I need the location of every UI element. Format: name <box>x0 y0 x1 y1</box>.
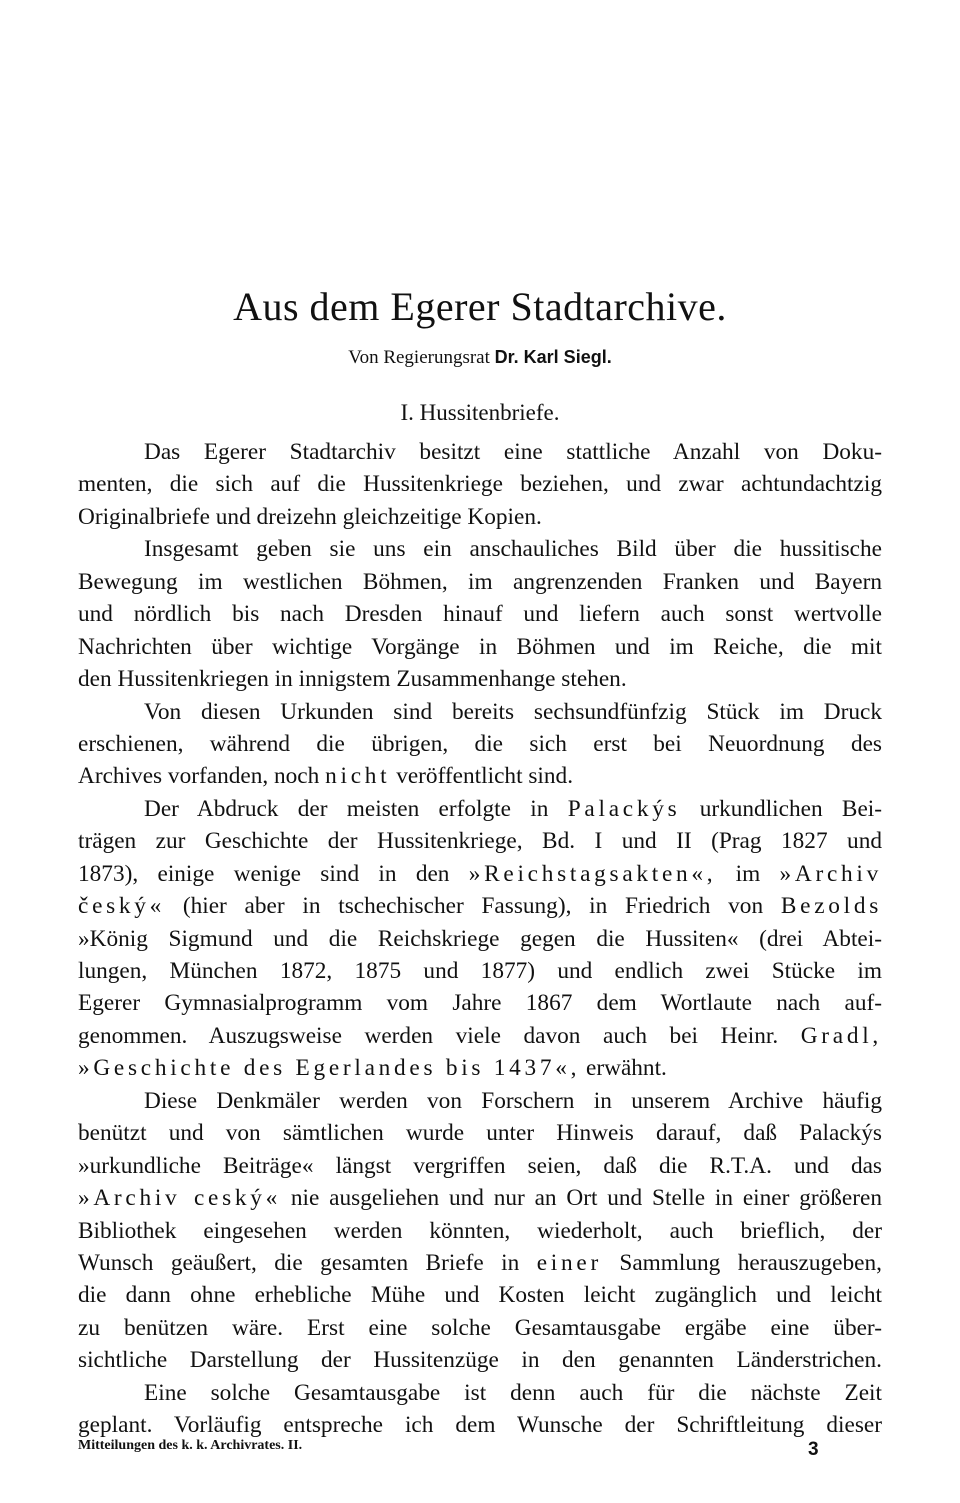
text-fragment: erwähnt. <box>586 1055 667 1082</box>
text-line: sichtliche Darstellung der Hussitenzüge in den genannten Länderstrichen. <box>78 1347 882 1374</box>
text-fragment: (hier aber in tschechischer Fassung), in Friedrich von <box>182 893 764 920</box>
text-line <box>78 1247 882 1279</box>
text-line <box>78 890 882 922</box>
spaced-name: Palackýs <box>567 795 681 822</box>
text-line <box>78 793 882 825</box>
text-fragment: Archives vorfanden, noch <box>78 763 320 790</box>
spaced-title: »Archiv ceský« <box>78 1185 282 1212</box>
text-line: und nördlich bis nach Dresden hinauf und liefern auch sonst wertvolle <box>78 601 882 628</box>
text-line: geplant. Vorläufig entspreche ich dem Wunsche der Schriftleitung dieser <box>78 1412 882 1439</box>
spaced-name: Bezolds <box>780 893 883 920</box>
spaced-name: Gradl, <box>800 1022 882 1049</box>
text-line: trägen zur Geschichte der Hussitenkriege, Bd. I und II (Prag 1827 und <box>78 828 882 855</box>
text-line <box>78 1182 882 1214</box>
text-fragment: Wunsch geäußert, die gesamten Briefe in <box>78 1249 520 1276</box>
text-fragment: nie ausgeliehen und nur an Ort und Stelle in einer größeren <box>290 1185 882 1212</box>
text-line: Diese Denkmäler werden von Forschern in unserem Archive häufig <box>144 1087 882 1114</box>
text-fragment: 1873), einige wenige sind in den <box>78 860 450 887</box>
spaced-title: »Archiv <box>779 860 882 887</box>
text-line <box>78 1052 882 1084</box>
spaced-word: einer <box>536 1249 602 1276</box>
text-line: »König Sigmund und die Reichskriege gegen die Hussiten« (drei Abtei- <box>78 925 882 952</box>
text-line: Bibliothek eingesehen werden könnten, wiederholt, auch brieflich, der <box>78 1217 882 1244</box>
text-line <box>78 760 882 792</box>
spaced-title: »Geschichte des Egerlandes bis 1437«, <box>78 1055 581 1082</box>
author-byline <box>0 344 960 371</box>
text-line: Bewegung im westlichen Böhmen, im angrenzenden Franken und Bayern <box>78 568 882 595</box>
text-line: zu benützen wäre. Erst eine solche Gesamtausgabe ergäbe eine über- <box>78 1314 882 1341</box>
text-line: erschienen, während die übrigen, die sich erst bei Neuordnung des <box>78 730 882 757</box>
text-fragment: veröffentlicht sind. <box>396 763 574 790</box>
spaced-word: nicht <box>325 763 391 790</box>
text-line <box>78 1020 882 1052</box>
page-number: 3 <box>808 1439 819 1460</box>
text-fragment: Sammlung herauszugeben, <box>619 1249 882 1276</box>
text-line: lungen, München 1872, 1875 und 1877) und endlich zwei Stücke im <box>78 958 882 984</box>
body-text <box>78 436 882 1442</box>
text-line: Von diesen Urkunden sind bereits sechsundfünfzig Stück im Druck <box>144 698 882 725</box>
journal-footer: Mitteilungen des k. k. Archivrates. II. <box>78 1438 303 1453</box>
spaced-title: český« <box>78 893 166 920</box>
text-line: Nachrichten über wichtige Vorgänge in Böhmen und im Reiche, die mit <box>78 633 882 660</box>
section-heading: I. Hussitenbriefe. <box>400 400 560 425</box>
text-fragment: im <box>735 860 761 887</box>
text-fragment: genommen. Auszugsweise werden viele davon auch bei Heinr. <box>78 1022 779 1049</box>
spaced-title: »Reichstagsakten«, <box>468 860 717 887</box>
text-line: benützt und von sämtlichen wurde unter Hinweis darauf, daß Palackýs <box>78 1120 882 1147</box>
author-name: Dr. Karl Siegl. <box>494 347 612 367</box>
text-line: den Hussitenkriegen in innigstem Zusammenhange stehen. <box>78 666 627 693</box>
text-line: Eine solche Gesamtausgabe ist denn auch für die nächste Zeit <box>144 1379 882 1406</box>
text-fragment: urkundlichen Bei- <box>699 795 883 822</box>
text-line: die dann ohne erhebliche Mühe und Kosten leicht zugänglich und leicht <box>78 1282 882 1309</box>
text-line: Egerer Gymnasialprogramm vom Jahre 1867 dem Wortlaute nach auf- <box>78 990 882 1017</box>
text-line: Originalbriefe und dreizehn gleichzeitige Kopien. <box>78 503 542 530</box>
text-line: »urkundliche Beiträge« längst vergriffen seien, daß die R.T.A. und das <box>78 1152 882 1179</box>
text-line: menten, die sich auf die Hussitenkriege beziehen, und zwar achtundachtzig <box>78 471 882 498</box>
text-line: Das Egerer Stadtarchiv besitzt eine stattliche Anzahl von Doku- <box>144 439 882 465</box>
text-line <box>78 858 882 890</box>
byline-prefix: Von Regierungsrat <box>348 347 490 368</box>
text-fragment: Der Abdruck der meisten erfolgte in <box>144 795 549 822</box>
article-title: Aus dem Egerer Stadtarchive. <box>233 284 727 329</box>
text-line: Insgesamt geben sie uns ein anschauliches Bild über die hussitische <box>144 536 882 563</box>
